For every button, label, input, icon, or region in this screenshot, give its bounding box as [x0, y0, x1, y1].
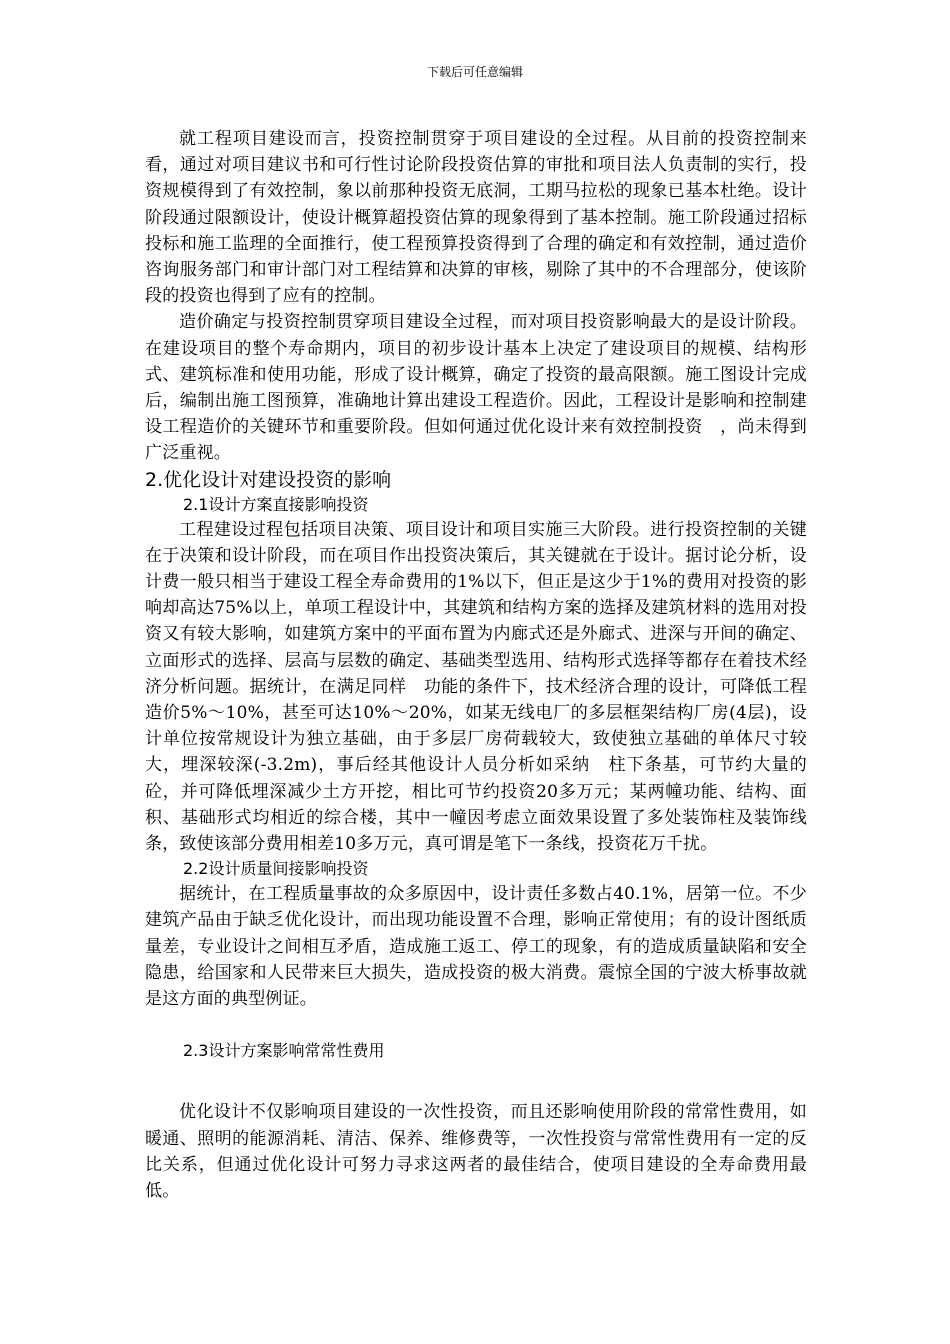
page-header: 下载后可任意编辑: [426, 65, 523, 79]
document-body: [145, 126, 807, 1204]
paragraph-recurring-costs: 优化设计不仅影响项目建设的一次性投资，而且还影响使用阶段的常常性费用，如暖通、照明的能源消耗、清洁、保养、维修费等，一次性投资与常常性费用有一定的反比关系，但通过优化设计可努力寻求这两者的最佳结合，使项目建设的全寿命费用最低。: [145, 1102, 807, 1201]
paragraph-design-scheme: 工程建设过程包括项目决策、项目设计和项目实施三大阶段。进行投资控制的关键在于决策和设计阶段，而在项目作出投资决策后，其关键就在于设计。据讨论分析，设计费一般只相当于建设工程全寿命费用的1%以下，但正是这少于1%的费用对投资的影响却高达75%以上，单项工程设计中，其建筑和结构方案的选择及建筑材料的选用对投资又有较大影响，如建筑方案中的平面布置为内廊式还是外廊式、进深与开间的确定、立面形式的选择、层高与层数的确定、基础类型选用、结构形式选择等都存在着技术经济分析问题。据统计，在满足同样 功能的条件下，技术经济合理的设计，可降低工程造价5%～10%，甚至可达10%～20%，如某无线电厂的多层框架结构厂房(4层)，设计单位按常规设计为独立基础，由于多层厂房荷载较大，致使独立基础的单体尺寸较大，埋深较深(-3.2m)，事后经其他设计人员分析如采纳 柱下条基，可节约大量的砼，并可降低埋深减少土方开挖，相比可节约投资20多万元；某两幢功能、结构、面积、基础形式均相近的综合楼，其中一幢因考虑立面效果设置了多处装饰柱及装饰线条，致使该部分费用相差10多万元，真可谓是笔下一条线，投资花万千扰。: [145, 519, 807, 855]
subsection-heading-2-1: 2.1设计方案直接影响投资: [183, 494, 369, 514]
subsection-heading-2-2: 2.2设计质量间接影响投资: [183, 859, 369, 879]
section-heading-2: 2.优化设计对建设投资的影响: [145, 468, 392, 491]
paragraph-design-quality: 据统计，在工程质量事故的众多原因中，设计责任多数占40.1%，居第一位。不少建筑产品由于缺乏优化设计，而出现功能设置不合理，影响正常使用；有的设计图纸质量差，专业设计之间相互矛盾，造成施工返工、停工的现象，有的造成质量缺陷和安全隐患，给国家和人民带来巨大损失，造成投资的极大消费。震惊全国的宁波大桥事故就是这方面的典型例证。: [145, 884, 807, 1010]
paragraph-design-stage: 造价确定与投资控制贯穿项目建设全过程，而对项目投资影响最大的是设计阶段。在建设项目的整个寿命期内，项目的初步设计基本上决定了建设项目的规模、结构形式、建筑标准和使用功能，形成了设计概算，确定了投资的最高限额。施工图设计完成后，编制出施工图预算，准确地计算出建设工程造价。因此，工程设计是影响和控制建设工程造价的关键环节和重要阶段。但如何通过优化设计来有效控制投资 ，尚未得到广泛重视。: [145, 312, 807, 464]
subsection-heading-2-3: 2.3设计方案影响常常性费用: [183, 1041, 385, 1061]
paragraph-intro: 就工程项目建设而言，投资控制贯穿于项目建设的全过程。从目前的投资控制来看，通过对项目建议书和可行性讨论阶段投资估算的审批和项目法人负责制的实行，投资规模得到了有效控制，象以前那种投资无底洞，工期马拉松的现象已基本杜绝。设计阶段通过限额设计，使设计概算超投资估算的现象得到了基本控制。施工阶段通过招标投标和施工监理的全面推行，使工程预算投资得到了合理的确定和有效控制，通过造价咨询服务部门和审计部门对工程结算和决算的审核，剔除了其中的不合理部分，使该阶段的投资也得到了应有的控制。: [145, 129, 807, 307]
